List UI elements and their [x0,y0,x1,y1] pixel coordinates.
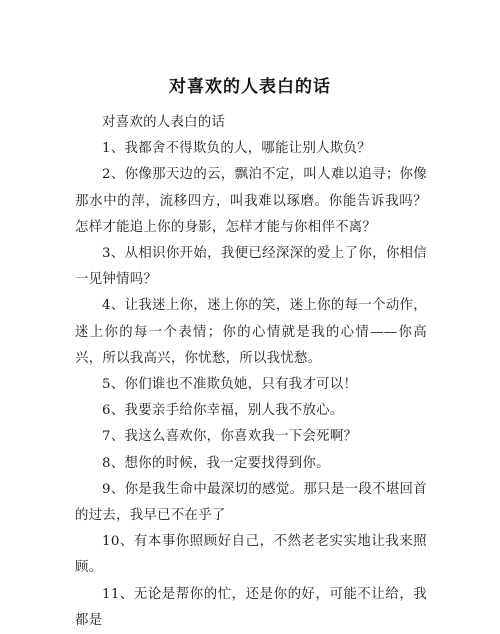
paragraph: 8、想你的时候，我一定要找得到你。 [102,455,330,471]
paragraph: 6、我要亲手给你幸福，别人我不放心。 [102,403,344,419]
paragraph: 11、无论是帮你的忙，还是你的好，可能不让给，我都是 [75,586,427,628]
paragraph: 7、我这么喜欢你，你喜欢我一下会死啊？ [102,429,358,445]
paragraph: 9、你是我生命中最深切的感觉。那只是一段不堪回首的过去，我早已不在乎了 [75,481,427,524]
paragraph: 2、你像那天边的云，飘泊不定，叫人难以追寻；你像那水中的萍，流移四方，叫我难以琢磨。你能告诉我吗？怎样才能追上你的身影，怎样才能与你相伴不离？ [75,167,427,235]
paragraph: 10、有本事你照顾好自己，不然老老实实地让我来照顾。 [75,534,427,576]
paragraph: 对喜欢的人表白的话 [102,115,226,130]
paragraph: 1、我都舍不得欺负的人，哪能让别人欺负？ [102,141,371,157]
document-body [75,110,427,634]
paragraph: 4、让我迷上你，迷上你的笑，迷上你的每一个动作，迷上你的每一个表情；你的心情就是我的心情——你高兴，所以我高兴，你忧愁，所以我忧愁。 [75,298,427,366]
document-title: 对喜欢的人表白的话 [169,77,331,97]
paragraph: 5、你们谁也不准欺负她，只有我才可以！ [102,377,358,393]
paragraph: 3、从相识你开始，我便已经深深的爱上了你，你相信一见钟情吗？ [75,246,427,288]
